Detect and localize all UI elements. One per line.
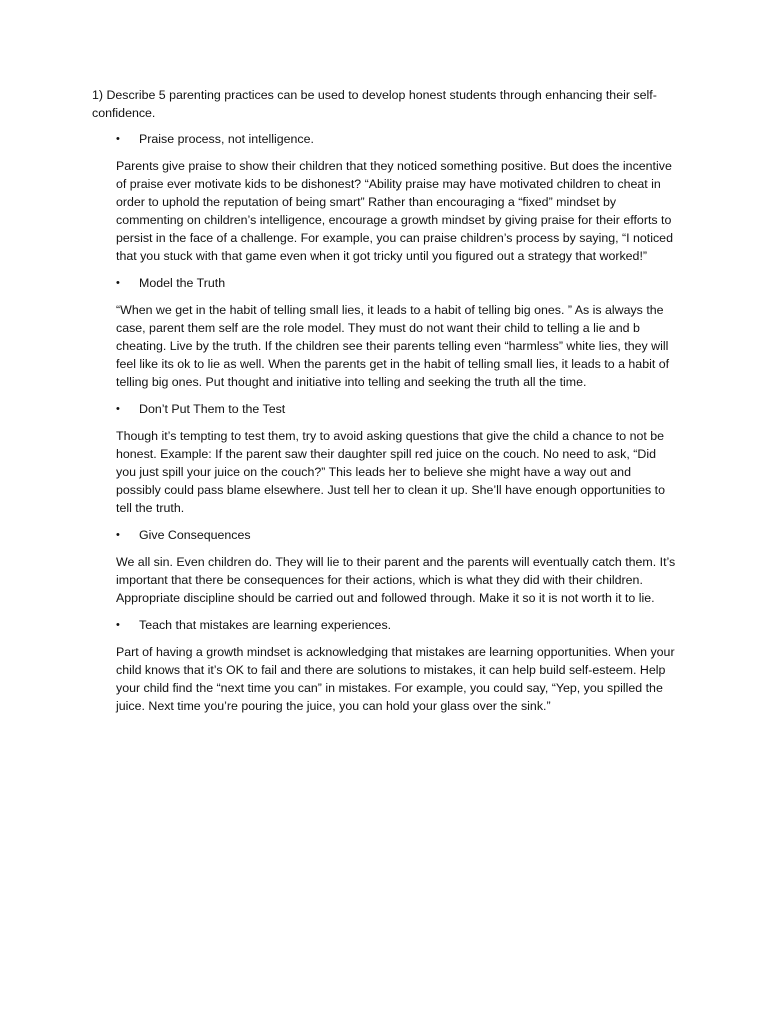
bullet-icon: • [116, 619, 120, 631]
question-text: 1) Describe 5 parenting practices can be used to develop honest students through enhancing their self-confidence. [92, 88, 657, 120]
section-model-truth [92, 274, 676, 391]
document-body [92, 86, 676, 724]
bullet-heading-text: Model the Truth [139, 276, 226, 290]
bullet-icon: • [116, 529, 120, 541]
bullet-heading-text: Praise process, not intelligence. [139, 132, 314, 146]
section-consequences [92, 526, 676, 607]
section-paragraph: We all sin. Even children do. They will lie to their parent and the parents will eventually catch them. It’s important that there be consequences for their actions, which is what they did with their children. Appropriate discipline should be carried out and followed through. Make it so it is not worth it to lie. [116, 555, 676, 605]
bullet-heading-text: Teach that mistakes are learning experiences. [139, 618, 392, 632]
bullet-heading [92, 274, 676, 292]
bullet-heading-text: Don’t Put Them to the Test [139, 402, 286, 416]
section-mistakes-learning [92, 616, 676, 715]
bullet-heading [92, 616, 676, 634]
section-dont-test [92, 400, 676, 517]
section-paragraph: “When we get in the habit of telling small lies, it leads to a habit of telling big ones. ” As is always the case, parent them self are the role model. They must do not want their child to telling a lie and b cheating. Live by the truth. If the children see their parents telling even “harmless” white lies, they will feel like its ok to lie as well. When the parents get in the habit of telling small lies, it leads to a habit of telling big ones. Put thought and initiative into telling and seeking the truth all the time. [116, 303, 670, 389]
bullet-icon: • [116, 133, 120, 145]
bullet-heading [92, 526, 676, 544]
section-praise-process [92, 130, 676, 265]
bullet-heading [92, 400, 676, 418]
bullet-heading-text: Give Consequences [139, 528, 251, 542]
section-paragraph: Though it’s tempting to test them, try to avoid asking questions that give the child a chance to not be honest. Example: If the parent saw their daughter spill red juice on the couch. No need to ask, “Did you just spill your juice on the couch?” This leads her to believe she might have a way out and possibly could pass blame elsewhere. Just tell her to clean it up. She’ll have enough opportunities to tell the truth. [116, 429, 665, 515]
bullet-heading [92, 130, 676, 148]
section-paragraph: Part of having a growth mindset is acknowledging that mistakes are learning opportunities. When your child knows that it’s OK to fail and there are solutions to mistakes, it can help build self-esteem. Help your child find the “next time you can” in mistakes. For example, you could say, “Yep, you spilled the juice. Next time you’re pouring the juice, you can hold your glass over the sink.” [116, 645, 675, 713]
bullet-icon: • [116, 277, 120, 289]
section-paragraph: Parents give praise to show their children that they noticed something positive. But does the incentive of praise ever motivate kids to be dishonest? “Ability praise may have motivated children to cheat in order to uphold the reputation of being smart” Rather than encouraging a “fixed” mindset by commenting on children’s intelligence, encourage a growth mindset by giving praise for their efforts to persist in the face of a challenge. For example, you can praise children’s process by saying, “I noticed that you stuck with that game even when it got tricky until you figured out a strategy that worked!” [116, 159, 673, 263]
bullet-icon: • [116, 403, 120, 415]
